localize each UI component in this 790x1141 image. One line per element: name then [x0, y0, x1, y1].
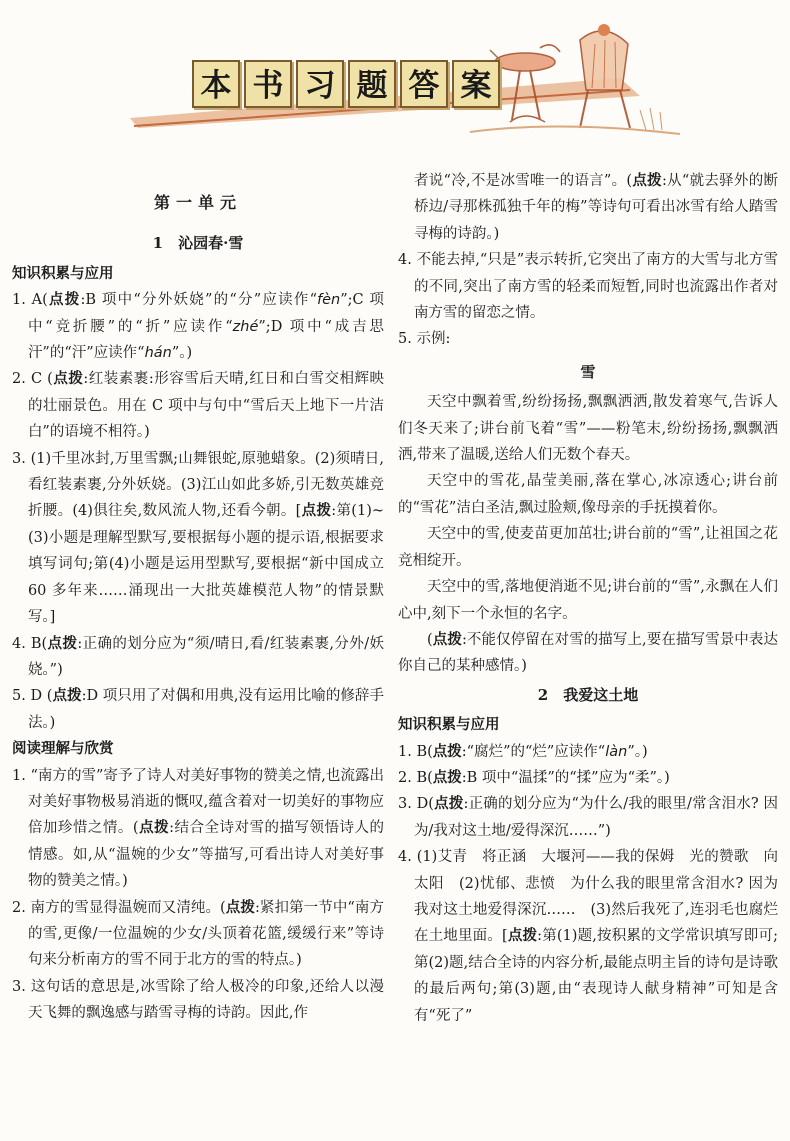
sample-essay-title: 雪	[580, 362, 596, 381]
answer-item: 3. (1)千里冰封,万里雪飘;山舞银蛇,原驰蜡象。(2)须晴日,看红装素裹,分外妖娆。(3)江山如此多娇,引无数英雄竞折腰。(4)俱往矣,数风流人物,还看今朝。[点拨:第(1)~(3)小题是理解型默写,要根据每小题的提示语,根据要求填写词句;第(4)小题是运用型默写,要根据“新中国成立 60 多年来……涌现出一大批英雄模范人物”的情景默写。]	[12, 450, 385, 626]
right-column	[398, 168, 778, 1029]
banner-title-char: 习	[296, 60, 344, 108]
section-heading: 知识积累与应用	[398, 717, 500, 734]
left-column	[12, 168, 384, 1027]
answer-item: 1. B(点拨:“腐烂”的“烂”应读作“làn”。)	[398, 743, 648, 760]
answer-item: 4. (1)艾青 将正涵 大堰河——我的保姆 光的赞歌 向太阳 (2)忧郁、悲愤 为什么我的眼里常含泪水? 因为我对这土地爱得深沉…… (3)然后我死了,连羽毛也腐烂在土地里面。[点拨:第(1)题,按积累的文学常识填写即可;第(2)题,结合全诗的内容分析,最能点明主旨的诗句是诗歌的最后两句;第(3)题,由“表现诗人献身精神”可知是含有“死了”	[398, 849, 778, 1024]
answer-item: 4. B(点拨:正确的划分应为“须/晴日,看/红装素裹,分外/妖娆。”)	[12, 635, 384, 678]
banner-title-char: 案	[452, 60, 500, 108]
answer-item: 2. B(点拨:B 项中“温揉”的“揉”应为“柔”。)	[398, 769, 670, 786]
unit-title: 第一单元	[153, 193, 242, 212]
answer-item: 1. A(点拨:B 项中“分外妖娆”的“分”应读作“fèn”;C 项中“竞折腰”的“折”应读作“zhé”;D 项中“成吉思汗”的“汗”应读作“hán”。)	[12, 292, 384, 362]
section-heading: 知识积累与应用	[12, 265, 114, 282]
answer-item: 4. 不能去掉,“只是”表示转折,它突出了南方的大雪与北方雪的不同,突出了南方雪的轻柔而短暂,同时也流露出作者对南方雪的留恋之情。	[398, 252, 778, 322]
section-heading: 阅读理解与欣赏	[12, 741, 114, 758]
essay-paragraph: 天空中的雪花,晶莹美丽,落在掌心,冰凉透心;讲台前的“雪花”洁白圣洁,飘过脸颊,像母亲的手抚摸着你。	[398, 473, 778, 516]
essay-hint: (点拨:不能仅停留在对雪的描写上,要在描写雪景中表达你自己的某种感情。)	[398, 631, 778, 675]
banner-title	[192, 60, 500, 114]
answer-item: 2. C (点拨:红装素裹:形容雪后天晴,红日和白雪交相辉映的壮丽景色。用在 C 项中与句中“雪后天上地下一片洁白”的语境不相符。)	[12, 371, 384, 441]
banner-title-char: 答	[400, 60, 448, 108]
header-banner	[0, 0, 790, 150]
answer-item: 3. 这句话的意思是,冰雪除了给人极冷的印象,还给人以漫天飞舞的飘逸感与踏雪寻梅的诗韵。因此,作	[12, 978, 384, 1022]
answer-item: 5. D (点拨:D 项只用了对偶和用典,没有运用比喻的修辞手法。)	[12, 688, 384, 731]
answer-item: 2. 南方的雪显得温婉而又清纯。(点拨:紧扣第一节中“南方的雪,更像/一位温婉的少女/头顶着花篮,缓缓行来”等诗句来分析南方的雪不同于北方的雪的特点。)	[12, 899, 384, 969]
essay-paragraph: 天空中飘着雪,纷纷扬扬,飘飘洒洒,散发着寒气,告诉人们冬天来了;讲台前飞着“雪”——粉笔末,纷纷扬扬,飘飘洒洒,带来了温暖,送给人们无数个春天。	[398, 394, 778, 464]
answer-item: 1. “南方的雪”寄予了诗人对美好事物的赞美之情,也流露出对美好事物极易消逝的慨叹,蕴含着对一切美好的事物应倍加珍惜之情。(点拨:结合全诗对雪的描写领悟诗人的情感。如,从“温婉的少女”等描写,可看出诗人对美好事物的赞美之情。)	[12, 767, 384, 890]
table-chair-illustration	[470, 24, 680, 134]
essay-paragraph: 天空中的雪,使麦苗更加茁壮;讲台前的“雪”,让祖国之花竞相绽开。	[398, 526, 778, 569]
banner-title-char: 书	[244, 60, 292, 108]
banner-title-char: 题	[348, 60, 396, 108]
lesson-title: 2 我爱这土地	[537, 685, 639, 704]
essay-paragraph: 天空中的雪,落地便消逝不见;讲台前的“雪”,永飘在人们心中,刻下一个永恒的名字。	[398, 579, 778, 622]
answer-item: 5. 示例:	[398, 331, 451, 348]
lesson-title: 1 沁园春·雪	[152, 234, 244, 253]
answer-item: 3. D(点拨:正确的划分应为“为什么/我的眼里/常含泪水? 因为/我对这土地/爱得深沉……”)	[398, 796, 779, 839]
answer-item-continued: 者说“冷,不是冰雪唯一的语言”。(点拨:从“就去驿外的断桥边/寻那株孤独千年的梅”等诗句可看出冰雪有给人踏雪寻梅的诗韵。)	[413, 173, 779, 242]
banner-title-char: 本	[192, 60, 240, 108]
